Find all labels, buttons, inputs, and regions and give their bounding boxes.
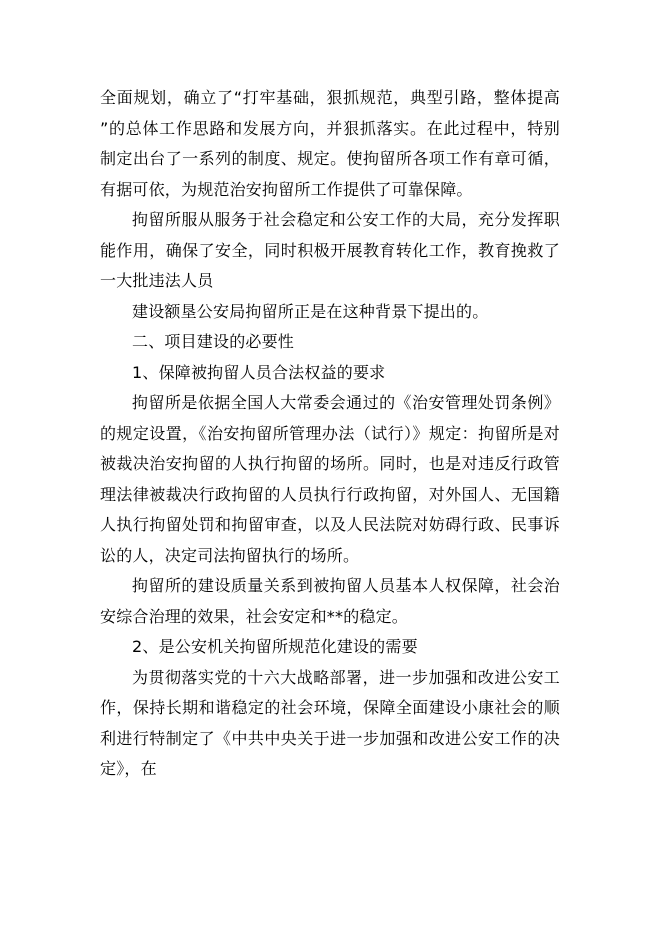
paragraph-3: 建设额垦公安局拘留所正是在这种背景下提出的。	[132, 301, 489, 321]
paragraph-7: 拘留所的建设质量关系到被拘留人员基本人权保障，社会治安综合治理的效果，社会安定和**的稳定。	[100, 576, 560, 626]
body-text	[100, 83, 560, 785]
paragraph-1: 全面规划，确立了“打牢基础，狠抓规范，典型引路，整体提高 ”的总体工作思路和发展方向，并狠抓落实。在此过程中，特别制定出台了一系列的制度、规定。使拘留所各项工作有章可循，有据可依，为规范治安拘留所工作提供了可靠保障。	[100, 88, 560, 199]
subheading-1: 1、保障被拘留人员合法权益的要求	[132, 362, 386, 382]
section-heading-necessity: 二、项目建设的必要性	[132, 332, 295, 351]
paragraph-2: 拘留所服从服务于社会稳定和公安工作的大局，充分发挥职能作用，确保了安全，同时积极开展教育转化工作，教育挽救了一大批违法人员	[100, 210, 560, 290]
paragraph-6: 拘留所是依据全国人大常委会通过的《治安管理处罚条例》的规定设置，《治安拘留所管理办法（试行）》规定：拘留所是对被裁决治安拘留的人执行拘留的场所。同时，也是对违反行政管理法律被裁决行政拘留的人员执行行政拘留，对外国人、无国籍人执行拘留处罚和拘留审查，以及人民法院对妨碍行政、民事诉讼的人，决定司法拘留执行的场所。	[100, 393, 560, 565]
subheading-2: 2、是公安机关拘留所规范化建设的需要	[132, 637, 418, 656]
paragraph-9: 为贯彻落实党的十六大战略部署，进一步加强和改进公安工作，保持长期和谐稳定的社会环境，保障全面建设小康社会的顺利进行特制定了《中共中央关于进一步加强和改进公安工作的决定》，在	[100, 667, 560, 778]
